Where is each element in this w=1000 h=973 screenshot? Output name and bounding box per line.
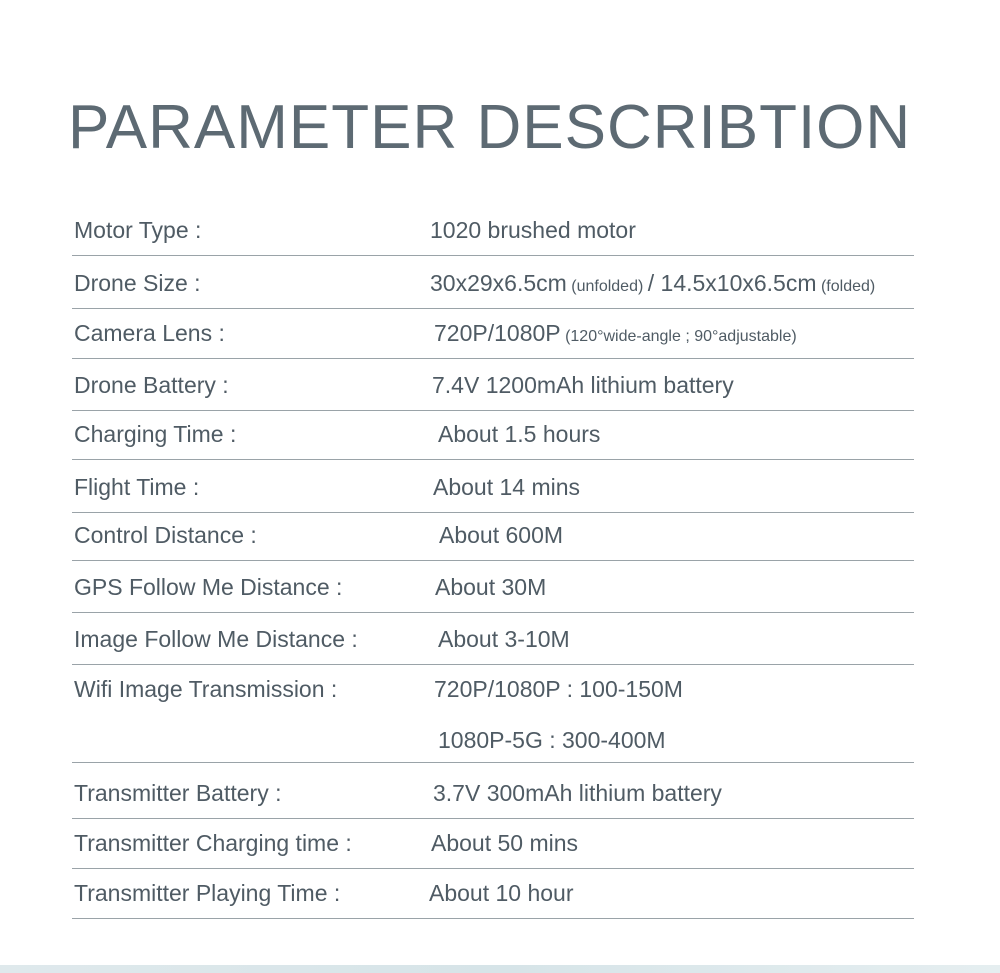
spec-row-wifi-transmission: [72, 670, 914, 763]
spec-label: Charging Time :: [74, 421, 237, 447]
spec-row-control-distance: [72, 516, 914, 561]
spec-row-transmitter-charging-time: [72, 824, 914, 869]
spec-label: Image Follow Me Distance :: [74, 626, 358, 652]
spec-value: 1020 brushed motor: [430, 217, 636, 243]
spec-label: Wifi Image Transmission :: [74, 676, 338, 702]
spec-row-flight-time: [72, 468, 914, 513]
spec-value: About 1.5 hours: [438, 421, 601, 447]
spec-note-folded: (folded): [816, 278, 876, 295]
spec-value: About 3-10M: [438, 626, 570, 652]
spec-row-drone-size: [72, 264, 914, 309]
spec-value: About 600M: [439, 522, 564, 548]
spec-label: Camera Lens :: [74, 320, 225, 346]
spec-label: Transmitter Playing Time :: [74, 880, 341, 906]
spec-value: About 14 mins: [433, 474, 581, 500]
spec-value: 3.7V 300mAh lithium battery: [433, 780, 722, 806]
spec-value: About 30M: [435, 574, 547, 600]
spec-label: Transmitter Charging time :: [74, 830, 352, 856]
spec-row-drone-battery: [72, 366, 914, 411]
spec-value-resolution: 720P/1080P: [434, 320, 561, 346]
spec-row-transmitter-playing-time: [72, 874, 914, 919]
spec-label: Transmitter Battery :: [74, 780, 282, 806]
spec-value: About 50 mins: [431, 830, 579, 856]
spec-label: Drone Battery :: [74, 372, 229, 398]
spec-row-image-follow-distance: [72, 620, 914, 665]
spec-value: 7.4V 1200mAh lithium battery: [432, 372, 734, 398]
spec-label: Motor Type :: [74, 217, 202, 243]
page-title: PARAMETER DESCRIBTION: [68, 93, 912, 162]
spec-value: [430, 270, 875, 297]
spec-label: Drone Size :: [74, 270, 201, 296]
bottom-decorative-band: [0, 965, 1000, 973]
spec-row-charging-time: [72, 415, 914, 460]
spec-row-transmitter-battery: [72, 774, 914, 819]
spec-value-line-1: 720P/1080P : 100-150M: [434, 676, 683, 702]
spec-value-line-2: 1080P-5G : 300-400M: [438, 727, 666, 753]
spec-label: Flight Time :: [74, 474, 200, 500]
spec-note-unfolded: (unfolded): [566, 278, 648, 295]
spec-row-gps-follow-distance: [72, 568, 914, 613]
spec-note-angle: (120°wide-angle ; 90°adjustable): [560, 328, 797, 345]
spec-label: Control Distance :: [74, 522, 257, 548]
spec-label: GPS Follow Me Distance :: [74, 574, 343, 600]
spec-value-unfolded: 30x29x6.5cm: [430, 270, 567, 296]
spec-row-motor-type: [72, 211, 914, 256]
spec-value: [434, 320, 797, 347]
spec-value: About 10 hour: [429, 880, 574, 906]
spec-value-folded: / 14.5x10x6.5cm: [647, 270, 817, 296]
spec-row-camera-lens: [72, 314, 914, 359]
